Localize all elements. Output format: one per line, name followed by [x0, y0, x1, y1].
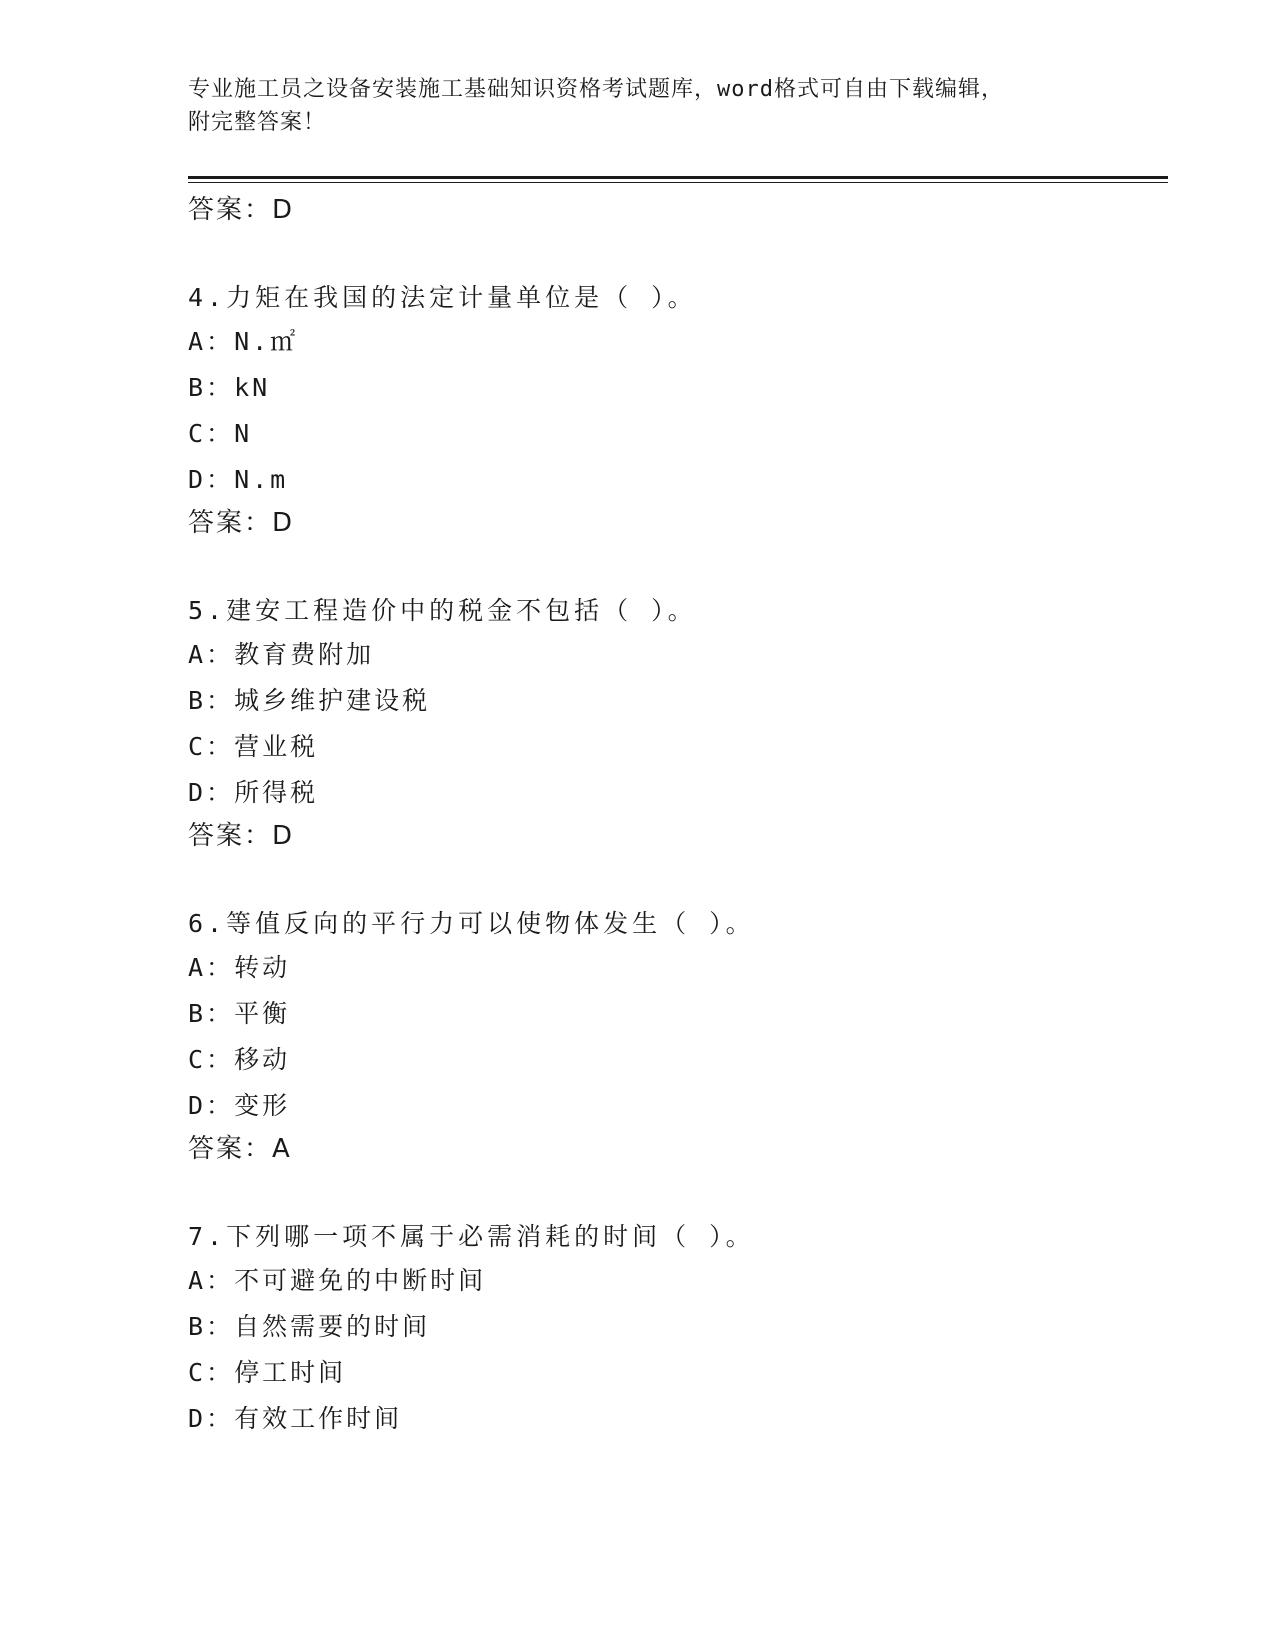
- option-a: [188, 637, 1168, 673]
- option-text: N: [234, 419, 253, 448]
- header-divider: [188, 176, 1168, 183]
- option-d: [188, 1401, 1168, 1437]
- option-letter: A：: [188, 1266, 235, 1295]
- answer-line: 答案：D: [188, 508, 295, 538]
- option-d: [188, 775, 1168, 811]
- question-block: [188, 1219, 1168, 1437]
- option-letter: C：: [188, 419, 235, 448]
- option-c: [188, 1042, 1168, 1078]
- answer-line: 答案：A: [188, 1134, 292, 1164]
- option-letter: D：: [188, 778, 235, 807]
- option-letter: C：: [188, 1358, 235, 1387]
- option-letter: B：: [188, 999, 235, 1028]
- option-letter: B：: [188, 686, 235, 715]
- header-line-1: 专业施工员之设备安装施工基础知识资格考试题库，word格式可自由下载编辑，: [188, 77, 1004, 102]
- question-text: 5.建安工程造价中的税金不包括（ ）。: [188, 596, 697, 625]
- option-text: 转动: [234, 953, 291, 982]
- option-text: 教育费附加: [234, 640, 375, 669]
- option-letter: A：: [188, 640, 235, 669]
- option-c: [188, 729, 1168, 765]
- option-text: kN: [234, 373, 271, 402]
- option-text: N.㎡: [234, 327, 299, 356]
- question-text: 4.力矩在我国的法定计量单位是（ ）。: [188, 283, 697, 312]
- option-letter: C：: [188, 732, 235, 761]
- option-letter: B：: [188, 373, 235, 402]
- question-text: 7.下列哪一项不属于必需消耗的时间（ ）。: [188, 1222, 755, 1251]
- option-letter: D：: [188, 1404, 235, 1433]
- document-header: [188, 73, 1168, 139]
- option-b: [188, 683, 1168, 719]
- option-d: [188, 1088, 1168, 1124]
- option-c: [188, 1355, 1168, 1391]
- option-a: [188, 1263, 1168, 1299]
- option-a: [188, 950, 1168, 986]
- option-letter: A：: [188, 953, 235, 982]
- option-text: 城乡维护建设税: [234, 686, 431, 715]
- question-block: [188, 593, 1168, 854]
- option-c: [188, 416, 1168, 452]
- option-text: 不可避免的中断时间: [234, 1266, 487, 1295]
- question-block: [188, 280, 1168, 541]
- option-letter: D：: [188, 1091, 235, 1120]
- option-letter: C：: [188, 1045, 235, 1074]
- option-text: 停工时间: [234, 1358, 347, 1387]
- document-page: [188, 0, 1168, 1437]
- answer-line: 答案：D: [188, 195, 295, 225]
- option-b: [188, 996, 1168, 1032]
- option-text: 移动: [234, 1045, 291, 1074]
- option-text: N.m: [234, 465, 289, 494]
- answer-line: 答案：D: [188, 821, 295, 851]
- option-text: 变形: [234, 1091, 291, 1120]
- option-text: 有效工作时间: [234, 1404, 403, 1433]
- option-b: [188, 1309, 1168, 1345]
- option-text: 营业税: [234, 732, 319, 761]
- option-letter: B：: [188, 1312, 235, 1341]
- option-text: 自然需要的时间: [234, 1312, 431, 1341]
- option-letter: D：: [188, 465, 235, 494]
- question-text: 6.等值反向的平行力可以使物体发生（ ）。: [188, 909, 755, 938]
- option-a: [188, 324, 1168, 360]
- option-text: 所得税: [234, 778, 319, 807]
- option-d: [188, 462, 1168, 498]
- option-letter: A：: [188, 327, 235, 356]
- question-block: [188, 906, 1168, 1167]
- option-b: [188, 370, 1168, 406]
- option-text: 平衡: [234, 999, 291, 1028]
- header-line-2: 附完整答案！: [188, 110, 327, 135]
